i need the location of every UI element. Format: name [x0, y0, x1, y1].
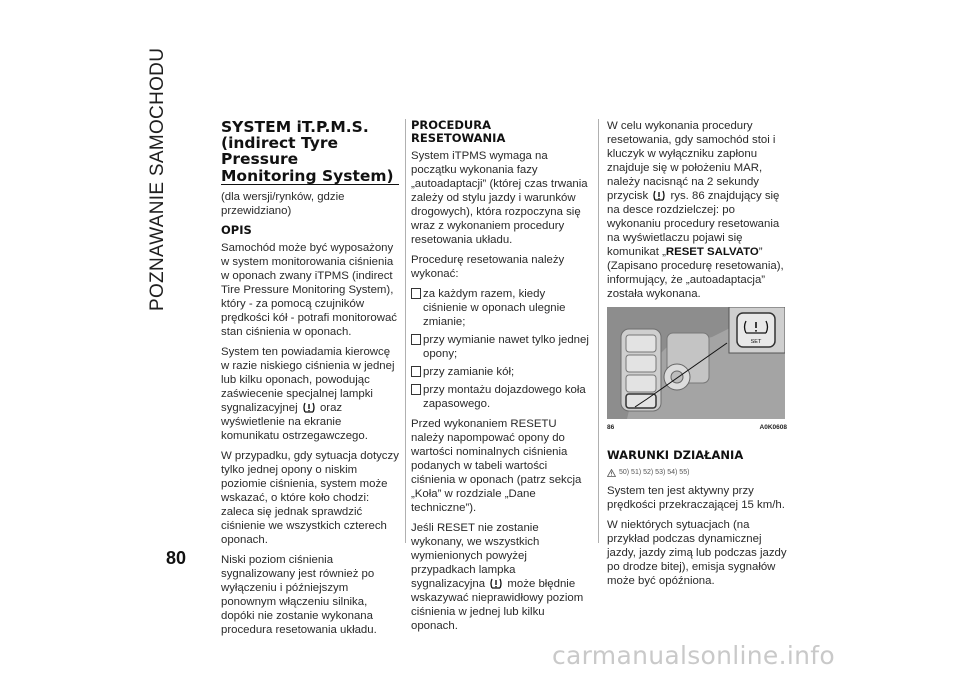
heading-line: PROCEDURA: [411, 118, 491, 132]
figure-number: 86: [607, 424, 615, 431]
tyre-pressure-set-icon: [653, 190, 665, 201]
subheading-opis: OPIS: [221, 223, 252, 237]
checkbox-square-icon: [411, 384, 421, 395]
dashboard-illustration: [607, 307, 785, 419]
list-item: [411, 365, 589, 379]
paragraph-with-icon: [221, 345, 399, 443]
paragraph: Samochód może być wyposażony w system monitorowania ciśnienia w oponach zwany iTPMS (indirect Tire Pressure Monitoring System), który - za pomocą czujników prędkości kół - potrafi monitorować stan ciśnienia w oponach.: [221, 242, 397, 338]
tyre-pressure-warning-icon: [490, 578, 502, 589]
checkbox-square-icon: [411, 366, 421, 377]
paragraph-text: rys. 86 znajdujący się na desce rozdzielczej: po wykonaniu procedury resetowania na wyświetlaczu pojawi się komunikat „: [607, 190, 780, 258]
tyre-pressure-warning-icon: [303, 402, 315, 413]
list-item-text: za każdym razem, kiedy ciśnienie w oponach ulegnie zmianie;: [423, 288, 566, 328]
paragraph-with-icon: [607, 119, 787, 301]
paragraph: Przed wykonaniem RESETU należy napompować opony do wartości nominalnych ciśnienia podanych w tabeli wartości ciśnienia w oponach (patrz sekcja „Koła” w rozdziale „Dane techniczne”).: [411, 418, 582, 514]
checkbox-square-icon: [411, 334, 421, 345]
paragraph: W przypadku, gdy sytuacja dotyczy tylko jednej opony o niskim poziomie ciśnienia, system może wskazać, o które koło chodzi: zaleca się jednak sprawdzić ciśnienie we wszystkich czterech oponach.: [221, 450, 399, 546]
subheading-reset-procedure: [411, 119, 589, 145]
paragraph-text: System ten powiadamia kierowcę w razie niskiego ciśnienia w jednej lub kilku oponach, powodując zaświecenie specjalnej lampki sygnalizacyjnej: [221, 346, 395, 414]
paragraph-with-icon: [411, 521, 589, 633]
heading-line: SYSTEM iT.P.M.S.: [221, 118, 369, 136]
list-item-text: przy wymianie nawet tylko jednej opony;: [423, 334, 589, 360]
figure-dashboard-button: [607, 307, 785, 419]
figure-code: A0K0608: [759, 424, 787, 431]
list-item: [411, 287, 589, 329]
paragraph-text: Jeśli RESET nie zostanie wykonany, we wszystkich wymienionych powyżej przypadkach lampka sygnalizacyjna: [411, 522, 540, 590]
chapter-side-title-text: POZNAWANIE SAMOCHODU: [147, 47, 168, 311]
column-1: [221, 119, 399, 643]
heading-line: (indirect Tyre: [221, 134, 338, 152]
heading-line: Monitoring System): [221, 168, 399, 185]
heading-line: Pressure: [221, 150, 299, 168]
paragraph: System iTPMS wymaga na początku wykonania fazy „autoadaptacji” (której czas trwania zależy od stylu jazdy i warunków drogowych), która rozpoczyna się wraz z wykonaniem procedury resetowania układu.: [411, 150, 588, 246]
paragraph-text: W celu wykonania procedury resetowania, gdy samochód stoi i kluczyk w wyłączniku zapłonu znajduje się w położeniu MAR, należy nacisnąć na 2 sekundy przycisk: [607, 120, 776, 202]
reference-numbers: 50) 51) 52) 53) 54) 55): [619, 469, 690, 476]
paragraph: System ten jest aktywny przy prędkości przekraczającej 15 km/h.: [607, 485, 785, 511]
section-heading-itpms: [221, 119, 399, 185]
paragraph: Niski poziom ciśnienia sygnalizowany jest również po wyłączeniu i późniejszym ponownym włączeniu silnika, dopóki nie zostanie wykonana procedura resetowania układu.: [221, 554, 377, 636]
warning-triangle-icon: [607, 469, 616, 477]
list-item: [411, 383, 589, 411]
column-divider-left: [405, 119, 406, 543]
list-item: [411, 333, 589, 361]
list-item-text: przy montażu dojazdowego koła zapasowego.: [423, 384, 586, 410]
heading-line: RESETOWANIA: [411, 131, 506, 145]
checkbox-square-icon: [411, 288, 421, 299]
chapter-side-title: [128, 0, 188, 340]
column-3: [607, 119, 787, 594]
set-button-label: SET: [750, 339, 762, 345]
warning-references: [607, 466, 787, 480]
paragraph-text: może błędnie wskazywać nieprawidłowy poziom ciśnienia w jednej lub kilku oponach.: [411, 578, 584, 632]
subheading-operating-conditions: WARUNKI DZIAŁANIA: [607, 448, 744, 462]
column-divider-right: [598, 119, 599, 543]
paragraph-text: ” (Zapisano procedurę resetowania), informujący, że „autoadaptacja” została wykonana.: [607, 246, 784, 300]
figure-caption: [607, 421, 787, 435]
watermark-link[interactable]: carmanualsonline.info: [552, 641, 835, 670]
reset-conditions-list: [411, 287, 589, 411]
paragraph: Procedurę resetowania należy wykonać:: [411, 254, 565, 280]
page-number: 80: [166, 548, 187, 568]
paragraph: W niektórych sytuacjach (na przykład podczas dynamicznej jazdy, jazdy zimą lub podczas jazdy po drodze bitej), emisja sygnałów może być opóźniona.: [607, 519, 787, 587]
column-2: [411, 119, 589, 639]
list-item-text: przy zamianie kół;: [423, 366, 515, 378]
paragraph-text: oraz wyświetlenie na ekranie komunikatu ostrzegawczego.: [221, 402, 368, 442]
reset-message-text: RESET SALVATO: [665, 246, 759, 258]
version-note: (dla wersji/rynków, gdzie przewidziano): [221, 191, 345, 217]
